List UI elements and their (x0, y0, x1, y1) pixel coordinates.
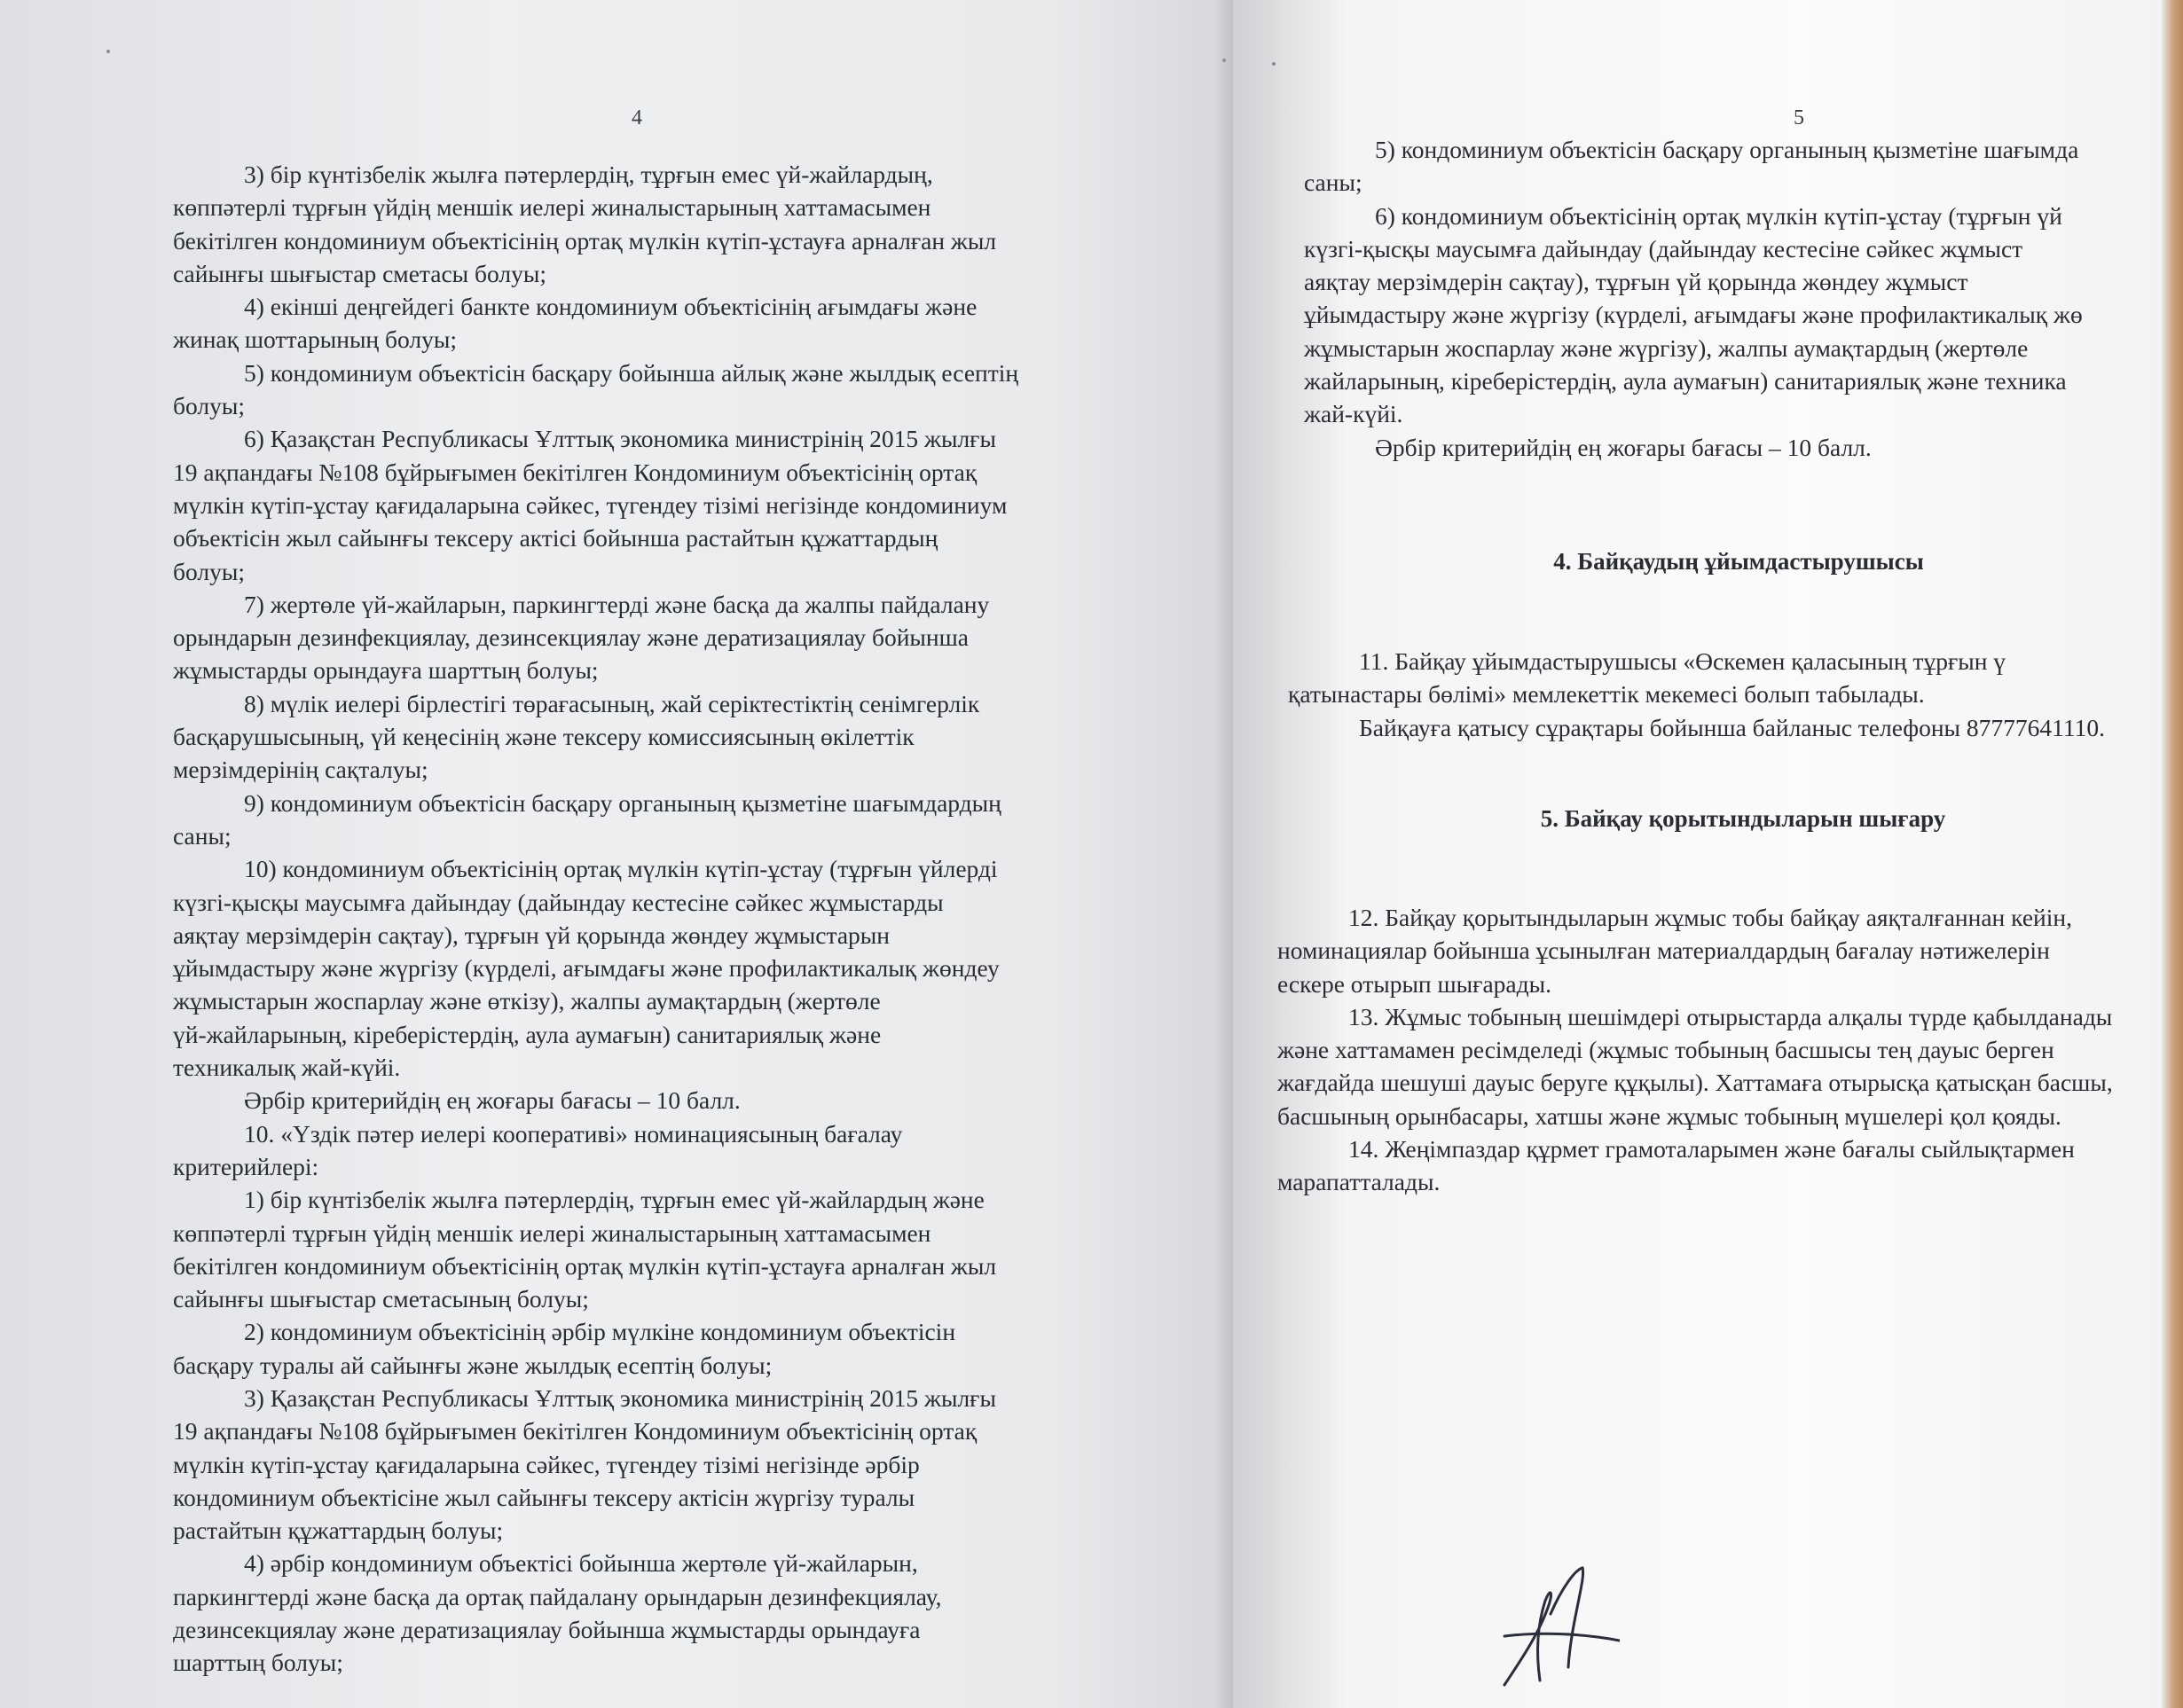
text-line: Әрбір критерийдің ең жоғары бағасы – 10 балл. (1375, 433, 1872, 461)
text-line: көппәтерлі тұрғын үйдің меншік иелері жиналыстарының хаттамасымен (173, 193, 931, 222)
paragraph (1304, 200, 2183, 431)
text-line: жұмыстарын жоспарлау және өткізу), жалпы аумақтардың (жертөле (173, 987, 881, 1015)
text-line: паркингтерді және басқа да ортақ пайдалану орындарын дезинфекциялау, (173, 1582, 942, 1610)
text-line: сайынғы шығыстар сметасы болуы; (173, 259, 546, 287)
page-edge (2162, 0, 2183, 1708)
text-line: Байқауға қатысу сұрақтары бойынша байланыс телефоны 87777641110. (1359, 713, 2105, 741)
text-line: 3) Қазақстан Республикасы Ұлттық экономика министрінің 2015 жылғы (244, 1383, 996, 1412)
text-line: басқарушысының, үй кеңесінің және тексеру комиссиясының өкілеттік (173, 723, 915, 751)
paragraph (173, 1183, 1074, 1315)
text-line: кондоминиум объектісіне жыл сайынғы тексеру актісін жүргізу туралы (173, 1483, 915, 1511)
text-line: басшының орынбасары, хатшы және жұмыс тобының мүшелері қол қояды. (1277, 1101, 2061, 1130)
text-line: 6) кондоминиум объектісінің ортақ мүлкін күтіп-ұстау (тұрғын үй (1375, 201, 2062, 230)
text-line: мүлкін күтіп-ұстау қағидаларына сәйкес, түгендеу тізімі негізінде кондоминиум (173, 490, 1008, 519)
text-line: жұмыстарды орындауға шарттың болуы; (173, 656, 599, 685)
paragraph (1304, 431, 2183, 464)
text-line: аяқтау мерзімдерін сақтау), тұрғын үй қорында жөндеу жұмыст (1304, 268, 1968, 296)
paragraph (1277, 901, 2159, 1000)
paragraph (173, 356, 1074, 423)
text-line: 1) бір күнтізбелік жылға пәтерлердің, тұрғын емес үй-жайлардың және (244, 1186, 985, 1214)
text-line: орындарын дезинфекциялау, дезинсекциялау және дератизациялау бойынша (173, 623, 969, 652)
text-line: жағдайда шешуші дауыс беруге құқылы). Хаттамаға отырысқа қатысқан басшы, (1277, 1069, 2113, 1097)
speck (106, 50, 110, 53)
signature (1487, 1561, 1620, 1694)
text-line: Әрбір критерийдің ең жоғары бағасы – 10 балл. (244, 1086, 741, 1115)
text-line: мерзімдерінің сақталуы; (173, 756, 428, 784)
text-line: 8) мүлік иелері бірлестігі төрағасының, жай серіктестіктің сенімгерлік (244, 689, 980, 717)
text-line: 10. «Үздік пәтер иелері кооперативі» номинациясының бағалау (244, 1119, 903, 1148)
paragraph (173, 852, 1074, 1084)
paragraph (1288, 645, 2183, 711)
text-line: техникалық жай-күйі. (173, 1054, 401, 1082)
paragraph (173, 1382, 1074, 1547)
text-line: 19 ақпандағы №108 бұйрығымен бекітілген Кондоминиум объектісінің ортақ (173, 458, 978, 486)
text-line: 14. Жеңімпаздар құрмет грамоталарымен және бағалы сыйлықтармен (1348, 1135, 2075, 1163)
text-line: 10) кондоминиум объектісінің ортақ мүлкін күтіп-ұстау (тұрғын үйлерді (244, 855, 998, 883)
text-line: 11. Байқау ұйымдастырушысы «Өскемен қаласының тұрғын ү (1359, 647, 2006, 675)
text-line: марапатталады. (1277, 1168, 1441, 1196)
text-line: 9) кондоминиум объектісін басқару органының қызметіне шағымдардың (244, 788, 1001, 817)
text-line: номинациялар бойынша ұсынылған материалдардың бағалау нәтижелерін (1277, 936, 2050, 965)
paragraph (173, 422, 1074, 587)
text-line: 5) кондоминиум объектісін басқару бойынша айлық және жылдық есептің (244, 358, 1019, 387)
page-number: 4 (632, 106, 642, 129)
section-heading: 5. Байқау қорытындыларын шығару (1540, 805, 1946, 832)
section-4-text (1288, 645, 2183, 744)
text-line: жұмыстарын жоспарлау және жүргізу), жалпы аумақтардың (жертөле (1304, 333, 2029, 362)
text-line: 4) әрбір кондоминиум объектісі бойынша жертөле үй-жайларын, (244, 1549, 918, 1578)
text-line: 4) екінші деңгейдегі банкте кондоминиум объектісінің ағымдағы және (244, 293, 978, 321)
paragraph (173, 588, 1074, 687)
paragraph (1304, 133, 2183, 200)
paragraph (173, 158, 1074, 290)
text-line: 7) жертөле үй-жайларын, паркингтерді және басқа да жалпы пайдалану (244, 590, 990, 618)
text-line: және хаттамамен ресімделеді (жұмыс тобының басшысы тең дауыс берген (1277, 1036, 2054, 1064)
text-line: 6) Қазақстан Республикасы Ұлттық экономика министрінің 2015 жылғы (244, 425, 996, 453)
text-line: саны; (1304, 168, 1362, 197)
right-page-top-text (1304, 133, 2183, 464)
paragraph (173, 1547, 1074, 1679)
speck (1272, 62, 1276, 66)
section-5-text (1277, 901, 2159, 1199)
text-line: жайларының, кіреберістердің, аула аумағын) санитариялық және техника (1304, 367, 2067, 396)
text-line: күзгі-қысқы маусымға дайындау (дайындау кестесіне сәйкес жұмыст (1304, 234, 2023, 262)
text-line: жинақ шоттарының болуы; (173, 325, 457, 354)
text-line: объектісін жыл сайынғы тексеру актісі бойынша растайтын құжаттардың (173, 524, 938, 552)
text-line: саны; (173, 821, 232, 850)
text-line: бекітілген кондоминиум объектісінің ортақ мүлкін күтіп-ұстауға арналған жыл (173, 1251, 997, 1280)
text-line: болуы; (173, 557, 245, 585)
text-line: 12. Байқау қорытындыларын жұмыс тобы байқау аяқталғаннан кейін, (1348, 904, 2072, 931)
paragraph (1288, 711, 2183, 744)
text-line: ұйымдастыру және жүргізу (күрделі, ағымдағы және профилактикалық жөндеу (173, 954, 1000, 983)
paragraph (173, 1117, 1074, 1184)
speck (1222, 59, 1226, 62)
text-line: қатынастары бөлімі» мемлекеттік мекемесі болып табылады. (1288, 680, 1925, 709)
text-line: мүлкін күтіп-ұстау қағидаларына сәйкес, түгендеу тізімі негізінде әрбір (173, 1450, 920, 1478)
paragraph (173, 1315, 1074, 1382)
text-line: болуы; (173, 392, 245, 420)
text-line: үй-жайларының, кіреберістердің, аула аумағын) санитариялық және (173, 1020, 882, 1048)
text-line: ұйымдастыру және жүргізу (күрделі, ағымдағы және профилактикалық жө (1304, 301, 2083, 329)
text-line: көппәтерлі тұрғын үйдің меншік иелері жиналыстарының хаттамасымен (173, 1218, 931, 1247)
section-heading: 4. Байқаудың ұйымдастырушысы (1553, 548, 1924, 575)
paragraph (173, 787, 1074, 853)
text-line: 3) бір күнтізбелік жылға пәтерлердің, тұрғын емес үй-жайлардың, (244, 161, 933, 188)
left-page-text (173, 158, 1074, 1680)
text-line: дезинсекциялау және дератизациялау бойынша жұмыстарды орындауға (173, 1616, 921, 1644)
text-line: 5) кондоминиум объектісін басқару органының қызметіне шағымда (1375, 136, 2079, 163)
paragraph (173, 687, 1074, 787)
right-page (1233, 0, 2183, 1708)
text-line: шарттың болуы; (173, 1649, 343, 1677)
text-line: растайтын құжаттардың болуы; (173, 1516, 504, 1545)
paragraph (173, 1084, 1074, 1116)
text-line: 19 ақпандағы №108 бұйрығымен бекітілген Кондоминиум объектісінің ортақ (173, 1417, 978, 1446)
text-line: аяқтау мерзімдерін сақтау), тұрғын үй қорында жөндеу жұмыстарын (173, 921, 890, 949)
text-line: сайынғы шығыстар сметасының болуы; (173, 1285, 589, 1313)
paragraph (1277, 1132, 2159, 1199)
text-line: жай-күйі. (1304, 400, 1403, 428)
text-line: бекітілген кондоминиум объектісінің ортақ мүлкін күтіп-ұстауға арналған жыл (173, 226, 997, 255)
text-line: басқару туралы ай сайынғы және жылдық есептің болуы; (173, 1351, 773, 1379)
paragraph (1277, 1000, 2159, 1132)
text-line: ескере отырып шығарады. (1277, 969, 1551, 998)
paragraph (173, 290, 1074, 356)
text-line: критерийлері: (173, 1152, 319, 1180)
page-number: 5 (1794, 106, 1804, 129)
text-line: 13. Жұмыс тобының шешімдері отырыстарда алқалы түрде қабылданады (1348, 1002, 2113, 1030)
text-line: күзгі-қысқы маусымға дайындау (дайындау кестесіне сәйкес жұмыстарды (173, 888, 944, 916)
text-line: 2) кондоминиум объектісінің әрбір мүлкіне кондоминиум объектісін (244, 1318, 956, 1346)
